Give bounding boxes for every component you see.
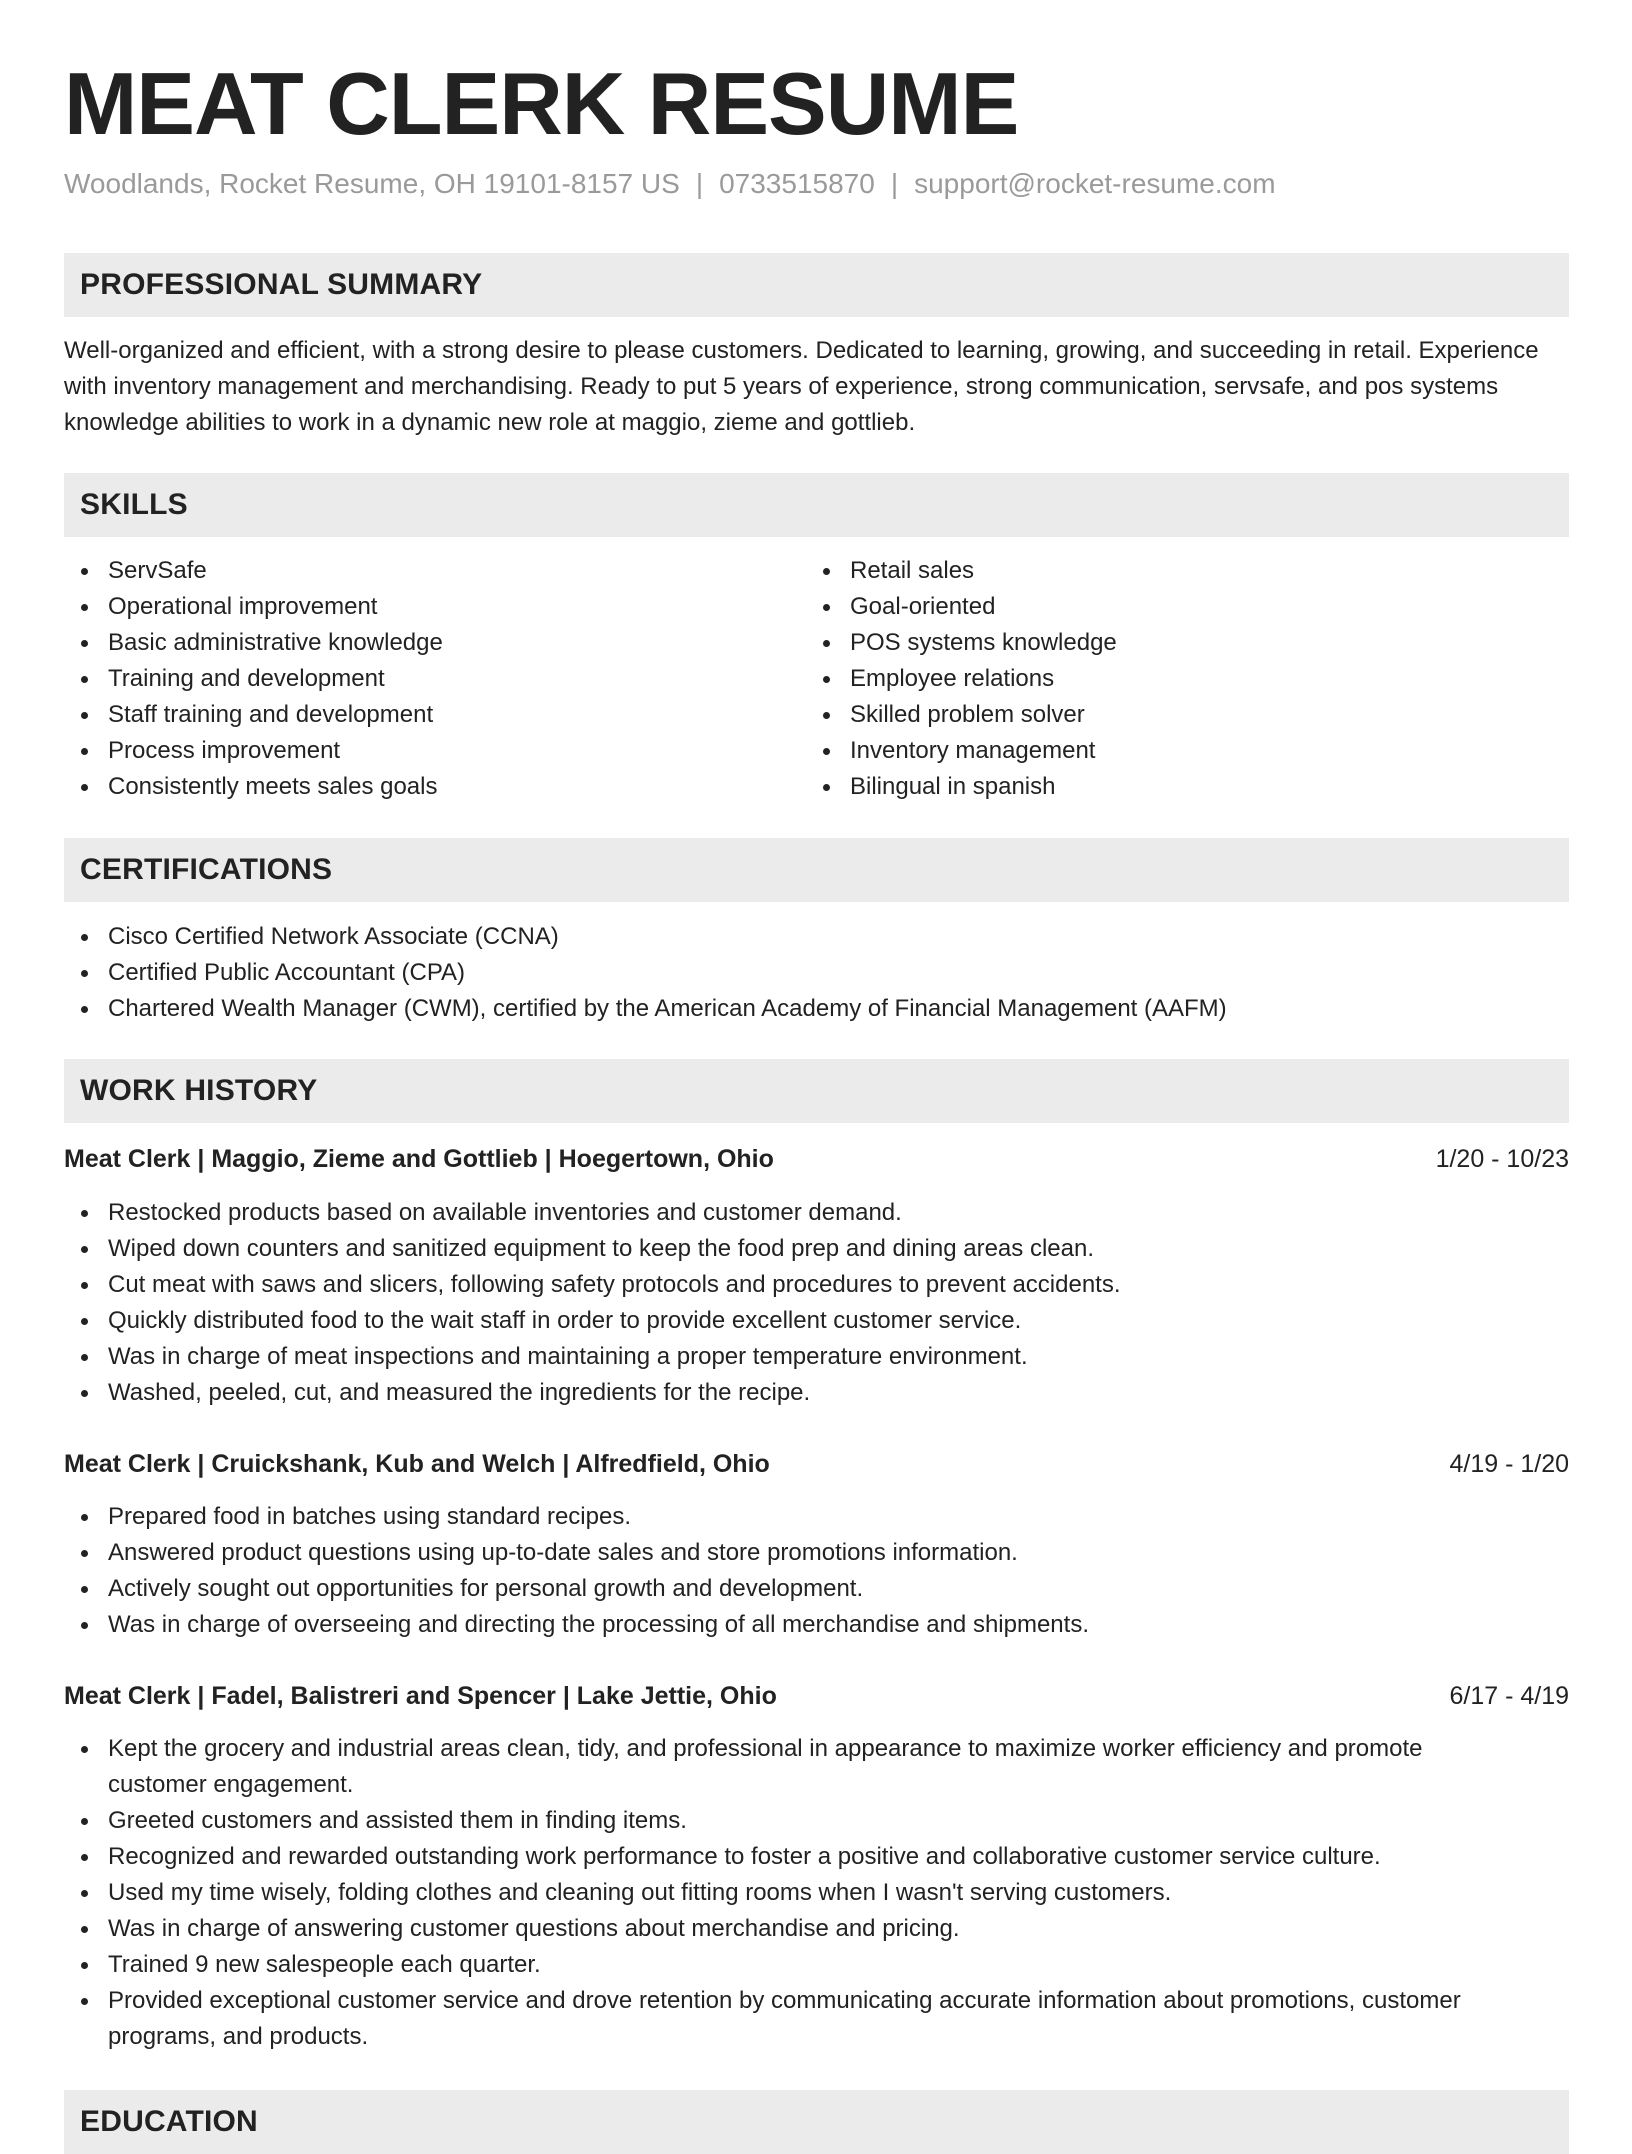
section-title-work-history: WORK HISTORY <box>80 1074 318 1107</box>
skill-item: Employee relations <box>806 661 1546 697</box>
job-bullet: Was in charge of answering customer questions about merchandise and pricing. <box>64 1911 1504 1947</box>
skill-item: Process improvement <box>64 733 804 769</box>
skill-item: Training and development <box>64 661 804 697</box>
skill-item: Goal-oriented <box>806 589 1546 625</box>
contact-email[interactable]: support@rocket-resume.com <box>914 168 1276 199</box>
job-bullets <box>64 1731 1504 2055</box>
section-header-summary <box>64 253 1569 317</box>
job-bullet: Was in charge of overseeing and directing the processing of all merchandise and shipments. <box>64 1607 1569 1643</box>
job-dates: 1/20 - 10/23 <box>1435 1145 1569 1173</box>
job-bullet: Prepared food in batches using standard recipes. <box>64 1499 1569 1535</box>
skill-item: Skilled problem solver <box>806 697 1546 733</box>
contact-phone: 0733515870 <box>719 168 875 199</box>
skill-item: Consistently meets sales goals <box>64 769 804 805</box>
contact-line <box>64 166 1276 202</box>
contact-separator: | <box>695 168 704 199</box>
job-bullet: Cut meat with saws and slicers, following safety protocols and procedures to prevent accidents. <box>64 1267 1569 1303</box>
skill-item: Staff training and development <box>64 697 804 733</box>
section-title-certifications: CERTIFICATIONS <box>80 853 333 886</box>
job-bullet: Answered product questions using up-to-date sales and store promotions information. <box>64 1535 1569 1571</box>
job-bullet: Recognized and rewarded outstanding work performance to foster a positive and collaborative customer service culture. <box>64 1839 1504 1875</box>
job-bullet: Kept the grocery and industrial areas clean, tidy, and professional in appearance to maximize worker efficiency and promote customer engagement. <box>64 1731 1504 1803</box>
skill-item: ServSafe <box>64 553 804 589</box>
certification-item: Cisco Certified Network Associate (CCNA) <box>64 919 1569 955</box>
job-dates: 6/17 - 4/19 <box>1449 1682 1569 1710</box>
skill-item: POS systems knowledge <box>806 625 1546 661</box>
skill-item: Basic administrative knowledge <box>64 625 804 661</box>
job-bullet: Washed, peeled, cut, and measured the ingredients for the recipe. <box>64 1375 1569 1411</box>
job-dates: 4/19 - 1/20 <box>1449 1450 1569 1478</box>
job-title: Meat Clerk | Maggio, Zieme and Gottlieb | Hoegertown, Ohio <box>64 1145 774 1173</box>
skills-list-right <box>806 553 1546 805</box>
certifications-list <box>64 919 1569 1027</box>
skill-item: Operational improvement <box>64 589 804 625</box>
section-title-education: EDUCATION <box>80 2105 258 2138</box>
job-bullet: Used my time wisely, folding clothes and cleaning out fitting rooms when I wasn't serving customers. <box>64 1875 1504 1911</box>
job-bullet: Actively sought out opportunities for personal growth and development. <box>64 1571 1569 1607</box>
section-header-education <box>64 2090 1569 2154</box>
job-header <box>64 1678 1569 1714</box>
job-bullet: Wiped down counters and sanitized equipment to keep the food prep and dining areas clean. <box>64 1231 1569 1267</box>
certification-item: Certified Public Accountant (CPA) <box>64 955 1569 991</box>
job-bullet: Quickly distributed food to the wait staff in order to provide excellent customer service. <box>64 1303 1569 1339</box>
certification-item: Chartered Wealth Manager (CWM), certified by the American Academy of Financial Management (AAFM) <box>64 991 1569 1027</box>
contact-address: Woodlands, Rocket Resume, OH 19101-8157 US <box>64 168 680 199</box>
skill-item: Bilingual in spanish <box>806 769 1546 805</box>
job-bullets <box>64 1499 1569 1643</box>
section-title-summary: PROFESSIONAL SUMMARY <box>80 268 483 301</box>
job-bullet: Was in charge of meat inspections and maintaining a proper temperature environment. <box>64 1339 1569 1375</box>
job-bullet: Restocked products based on available inventories and customer demand. <box>64 1195 1569 1231</box>
skills-list-left <box>64 553 804 805</box>
contact-separator: | <box>890 168 899 199</box>
summary-text: Well-organized and efficient, with a strong desire to please customers. Dedicated to learning, growing, and succeeding in retail. Experience with inventory management and merchandising. Ready to put 5 years of experience, strong communication, servsafe, and pos systems knowledge abilities to work in a dynamic new role at maggio, zieme and gottlieb. <box>64 337 1539 436</box>
skill-item: Inventory management <box>806 733 1546 769</box>
skill-item: Retail sales <box>806 553 1546 589</box>
section-header-skills <box>64 473 1569 537</box>
job-title: Meat Clerk | Cruickshank, Kub and Welch | Alfredfield, Ohio <box>64 1450 770 1478</box>
job-title: Meat Clerk | Fadel, Balistreri and Spencer | Lake Jettie, Ohio <box>64 1682 777 1710</box>
section-header-certifications <box>64 838 1569 902</box>
job-bullet: Provided exceptional customer service and drove retention by communicating accurate information about promotions, customer programs, and products. <box>64 1983 1504 2055</box>
job-bullets <box>64 1195 1569 1411</box>
resume-title: MEAT CLERK RESUME <box>64 54 1019 153</box>
section-header-work-history <box>64 1059 1569 1123</box>
job-bullet: Greeted customers and assisted them in finding items. <box>64 1803 1504 1839</box>
job-header <box>64 1446 1569 1482</box>
job-header <box>64 1141 1569 1177</box>
section-title-skills: SKILLS <box>80 488 188 521</box>
job-bullet: Trained 9 new salespeople each quarter. <box>64 1947 1504 1983</box>
